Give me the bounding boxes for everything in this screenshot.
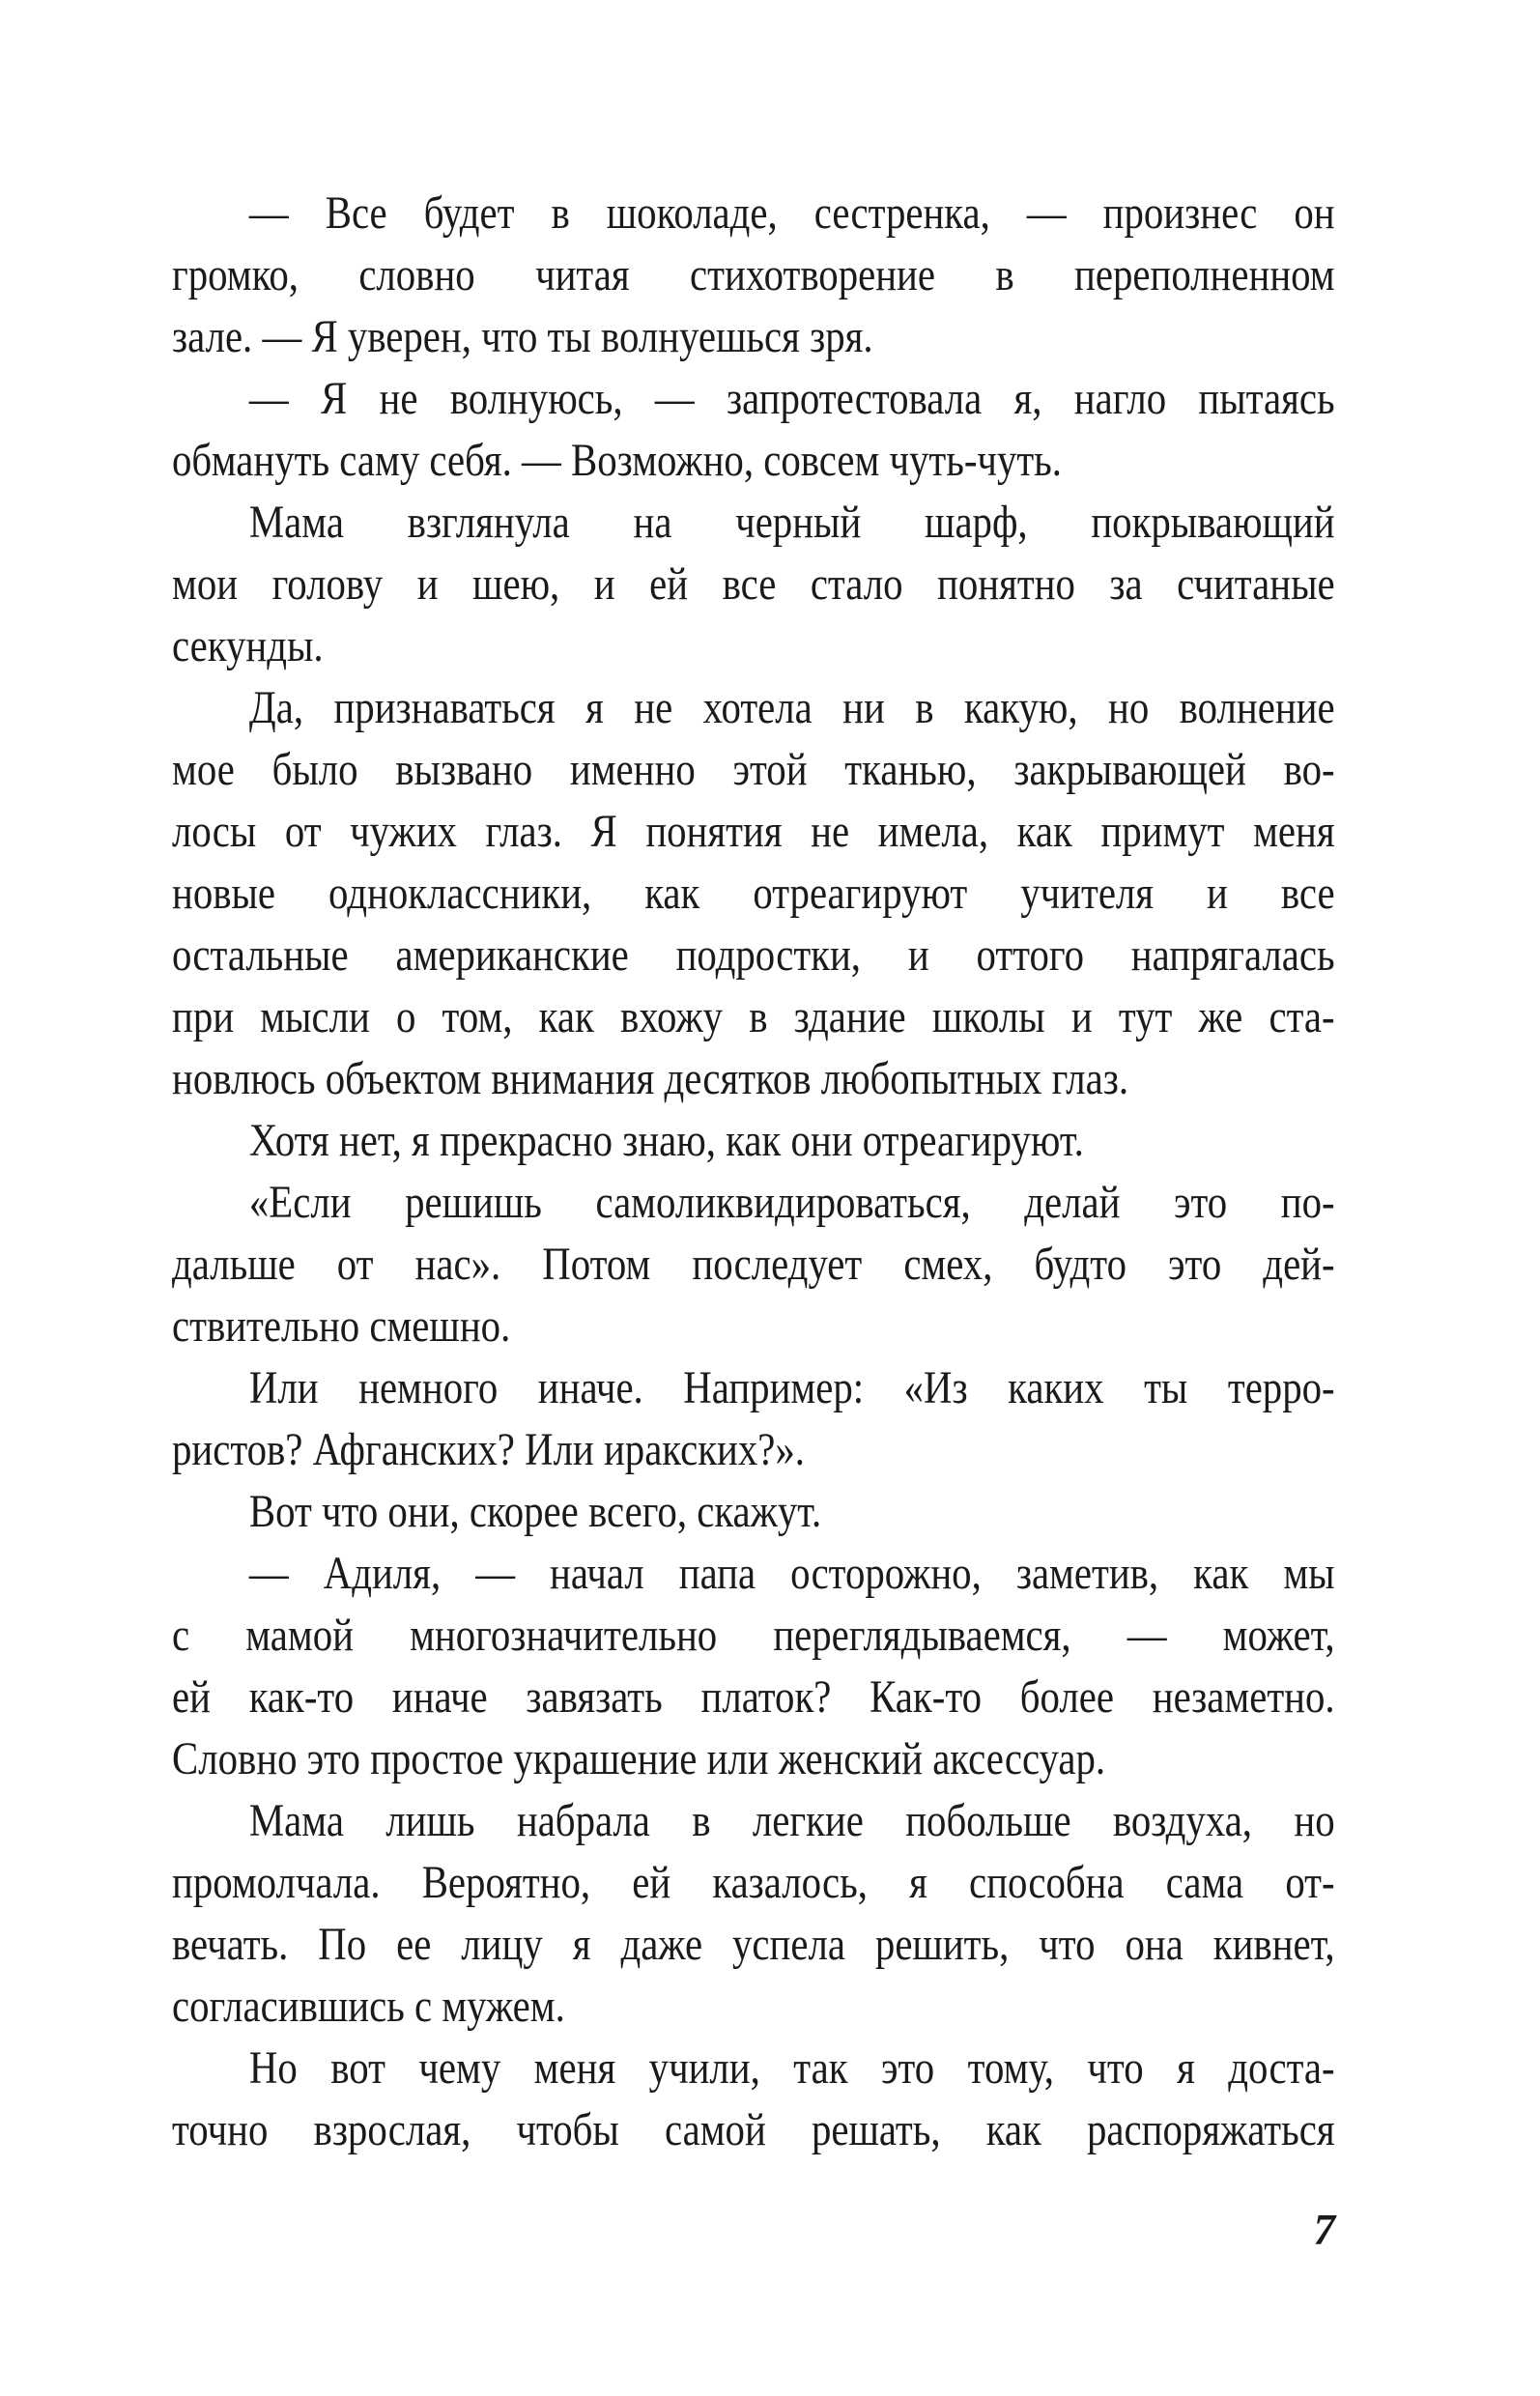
text-line: ствительно смешно. [172,1300,511,1352]
text-line: Мама лишь набрала в легкие побольше воздуха, но [248,1795,1335,1846]
text-line: согласившись с мужем. [172,1981,565,2032]
text-line: остальные американские подростки, и оттого напрягалась [172,929,1335,981]
text-line: при мысли о том, как вхожу в здание школы и тут же ста- [172,991,1335,1042]
paragraph [172,1481,1335,1543]
paragraph [172,1543,1335,1790]
text-line: зале. — Я уверен, что ты волнуешься зря. [172,311,873,362]
text-line: громко, словно читая стихотворение в переполненном [172,249,1335,300]
text-line: мое было вызвано именно этой тканью, закрывающей во- [172,744,1335,795]
text-line: с мамой многозначительно переглядываемся, — может, [172,1610,1335,1661]
text-line: лосы от чужих глаз. Я понятия не имела, как примут меня [172,806,1335,857]
text-line: вечать. По ее лицу я даже успела решить, что она кивнет, [172,1919,1335,1970]
page-text-block [172,183,1335,2161]
paragraph [172,2038,1335,2161]
text-line: новые одноклассники, как отреагируют учителя и все [172,868,1335,919]
text-line: Вот что они, скорее всего, скажут. [248,1486,822,1537]
page-number-row [172,2205,1335,2255]
paragraph [172,677,1335,1110]
text-line: Да, признаваться я не хотела ни в какую, но волнение [248,682,1335,733]
paragraph [172,492,1335,677]
page-number: 7 [1313,2206,1335,2254]
text-line: точно взрослая, чтобы самой решать, как распоряжаться [172,2104,1335,2155]
text-line: обмануть саму себя. — Возможно, совсем чуть-чуть. [172,435,1062,486]
text-line: дальше от нас». Потом последует смех, будто это дей- [172,1239,1335,1290]
paragraph [172,368,1335,492]
text-line: секунды. [172,620,324,671]
paragraph [172,1110,1335,1172]
text-line: Словно это простое украшение или женский аксессуар. [172,1733,1106,1784]
text-line: промолчала. Вероятно, ей казалось, я способна сама от- [172,1857,1335,1908]
text-line: ей как-то иначе завязать платок? Как-то более незаметно. [172,1671,1335,1723]
text-line: — Я не волнуюсь, — запротестовала я, нагло пытаясь [248,373,1335,424]
text-line: ристов? Афганских? Или иракских?». [172,1424,805,1475]
text-line: новлюсь объектом внимания десятков любопытных глаз. [172,1053,1129,1104]
paragraph [172,183,1335,368]
paragraph [172,1357,1335,1481]
text-line: — Адиля, — начал папа осторожно, заметив, как мы [248,1548,1335,1599]
text-line: Мама взглянула на черный шарф, покрывающий [248,497,1335,548]
text-line: Хотя нет, я прекрасно знаю, как они отреагируют. [248,1115,1084,1166]
text-line: Или немного иначе. Например: «Из каких ты терро- [248,1362,1335,1413]
text-line: мои голову и шею, и ей все стало понятно за считаные [172,558,1335,610]
text-line: «Если решишь самоликвидироваться, делай это по- [248,1177,1335,1228]
text-line: — Все будет в шоколаде, сестренка, — произнес он [248,187,1335,239]
paragraph [172,1790,1335,2038]
text-line: Но вот чему меня учили, так это тому, что я доста- [248,2042,1335,2094]
paragraph [172,1172,1335,1357]
